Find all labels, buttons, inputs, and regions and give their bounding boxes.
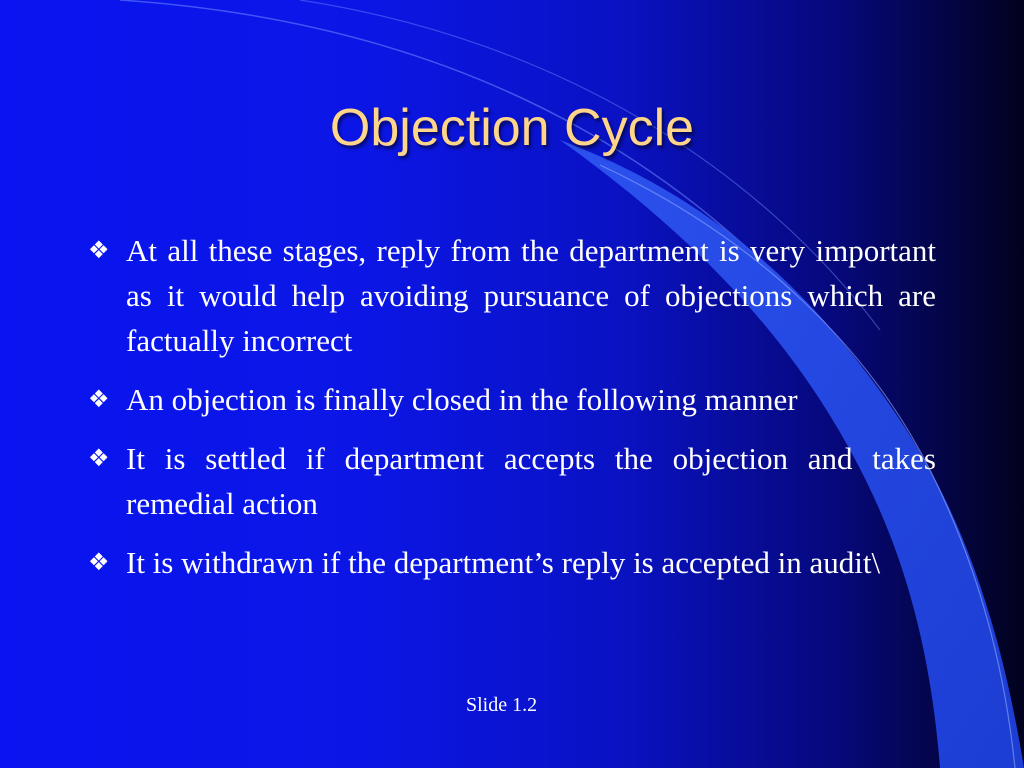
- bullet-text: An objection is finally closed in the following manner: [126, 382, 798, 417]
- diamond-bullet-icon: ❖: [88, 236, 110, 264]
- diamond-bullet-icon: ❖: [88, 444, 110, 472]
- bullet-text: At all these stages, reply from the department is very important as it would help avoiding pursuance of objections which are factually incorrect: [126, 233, 936, 358]
- bullet-text: It is withdrawn if the department’s reply is accepted in audit\: [126, 545, 881, 580]
- diamond-bullet-icon: ❖: [88, 385, 110, 413]
- bullet-text: It is settled if department accepts the objection and takes remedial action: [126, 441, 936, 521]
- bullet-list: [88, 228, 936, 599]
- bullet-item: [88, 228, 936, 363]
- slide-title: Objection Cycle: [329, 99, 695, 157]
- diamond-bullet-icon: ❖: [88, 548, 110, 576]
- bullet-item: [88, 436, 936, 526]
- bullet-item: [88, 540, 936, 585]
- bullet-item: [88, 377, 936, 422]
- slide-number: Slide 1.2: [466, 694, 538, 716]
